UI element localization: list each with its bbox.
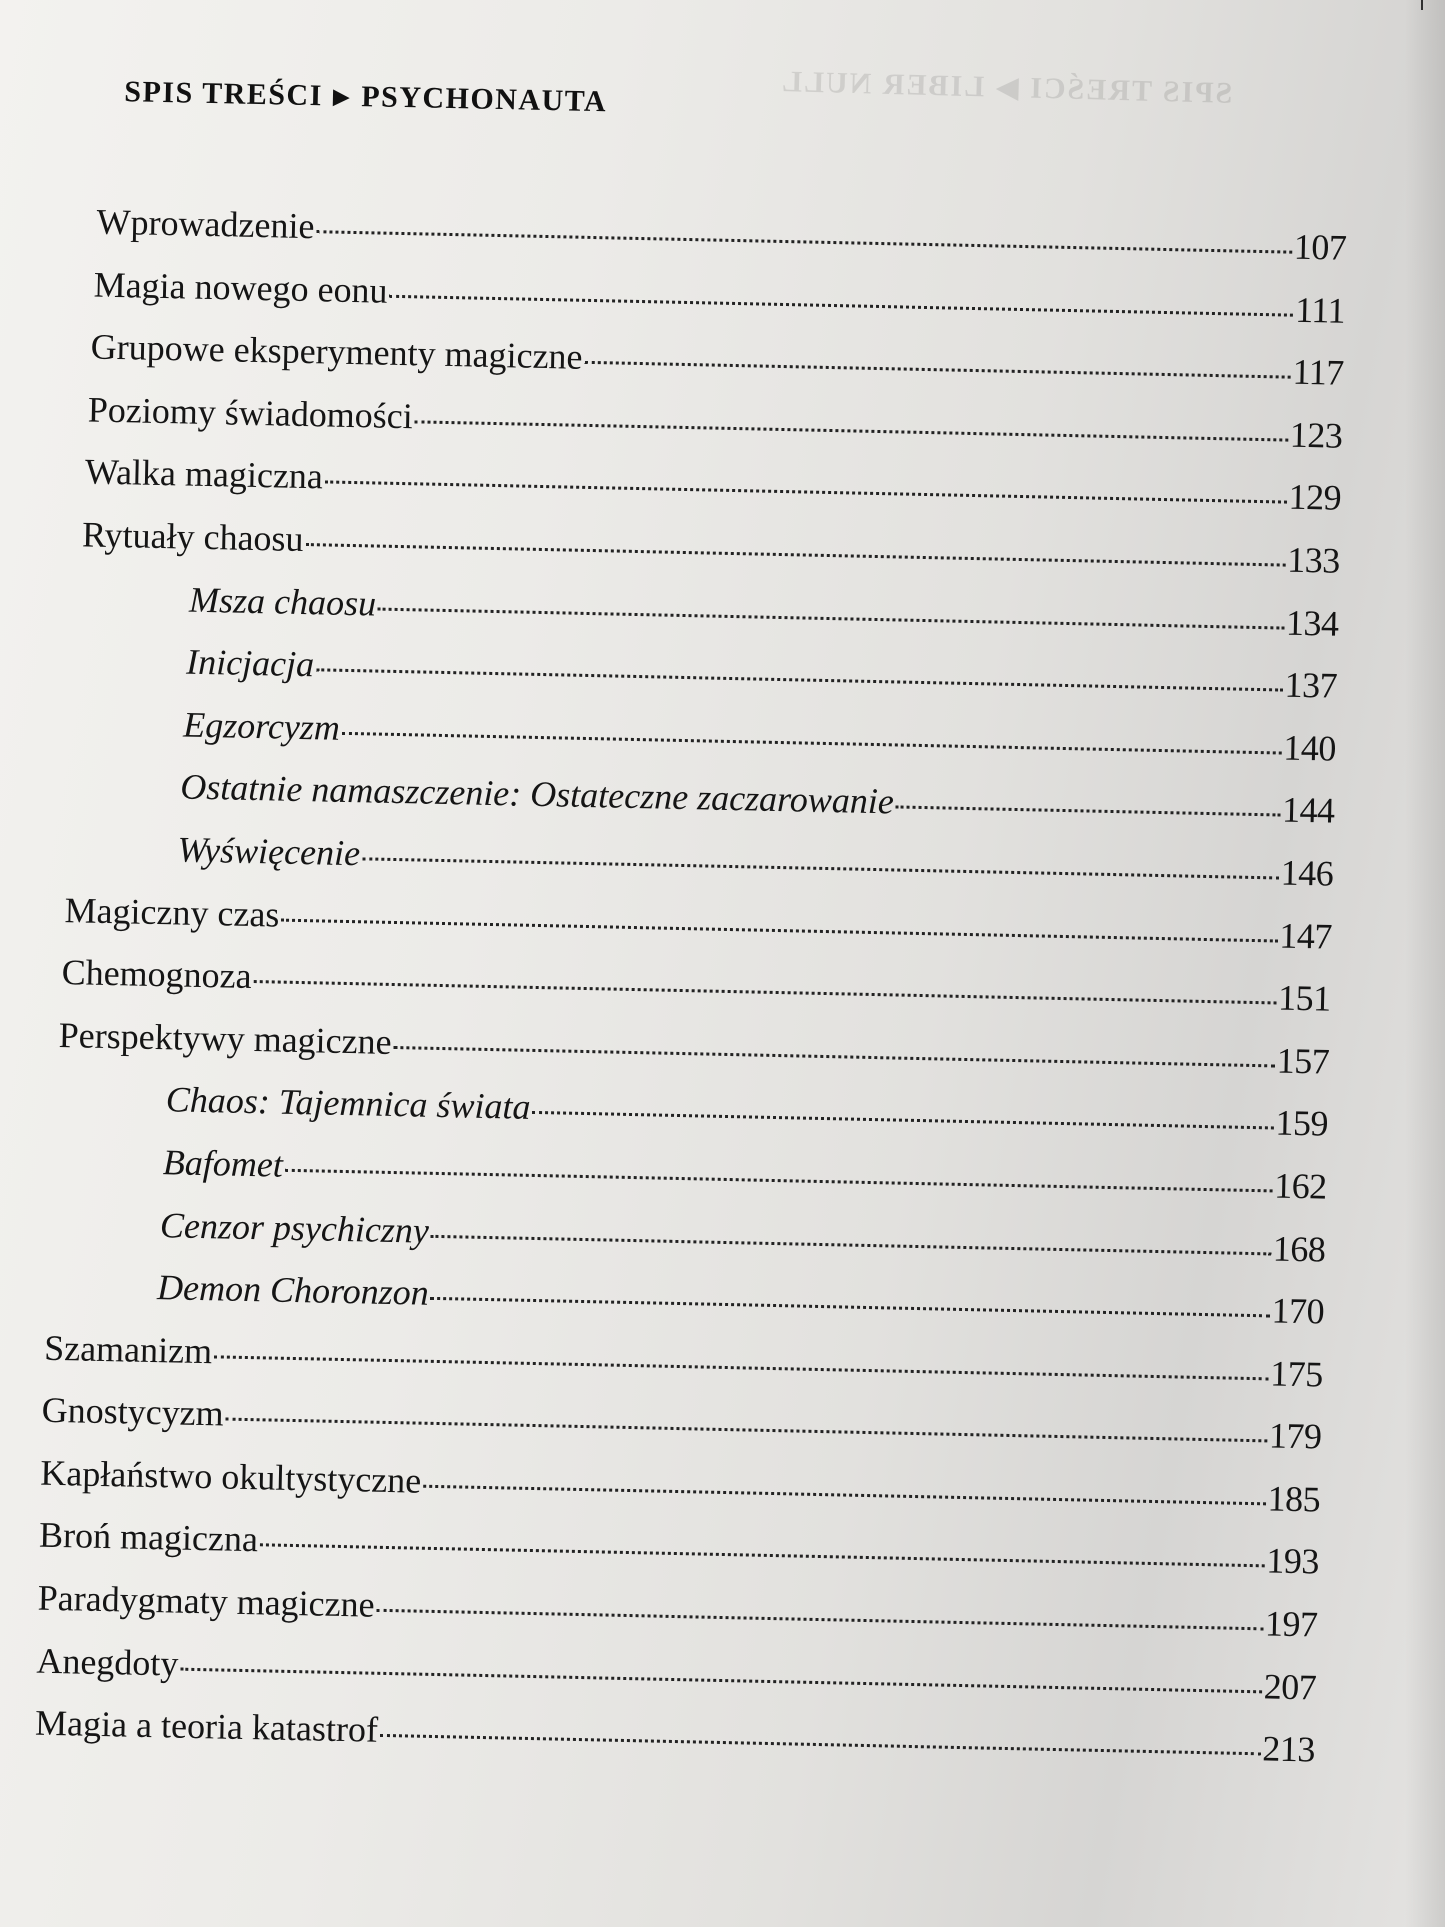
running-head — [124, 75, 608, 119]
toc-page-number: 144 — [1281, 789, 1335, 831]
dot-leader — [362, 857, 1279, 879]
table-of-contents — [34, 200, 1346, 1791]
toc-page-number: 213 — [1261, 1728, 1316, 1770]
dot-leader — [316, 230, 1291, 253]
toc-entry-title: Kapłaństwo okultystyczne — [39, 1452, 422, 1501]
dot-leader — [305, 543, 1285, 567]
dot-leader — [285, 1169, 1272, 1193]
toc-page-number: 140 — [1282, 727, 1337, 769]
toc-entry-title: Rytuały chaosu — [81, 514, 304, 559]
toc-entry-title: Szamanizm — [43, 1327, 213, 1371]
toc-entry-title: Magia nowego eonu — [93, 264, 388, 311]
toc-subentry-title: Inicjacja — [185, 641, 315, 685]
running-head-section: SPIS TREŚCI — [124, 75, 324, 113]
page-content — [32, 60, 1359, 1887]
toc-subentry-title: Chaos: Tajemnica świata — [165, 1079, 531, 1128]
toc-page-number: 137 — [1284, 664, 1338, 706]
dot-leader — [281, 918, 1277, 942]
toc-subentry-title: Cenzor psychiczny — [159, 1204, 430, 1251]
dot-leader — [180, 1667, 1261, 1693]
toc-subentry-title: Ostatnie namaszczenie: Ostateczne zaczarowanie — [179, 766, 895, 822]
toc-subentry-title: Msza chaosu — [188, 579, 377, 624]
toc-entry-title: Paradygmaty magiczne — [37, 1577, 376, 1625]
dot-leader — [316, 668, 1283, 691]
toc-page-number: 117 — [1292, 351, 1345, 393]
dot-leader — [431, 1234, 1271, 1255]
dot-leader — [393, 1046, 1274, 1067]
toc-page-number: 123 — [1289, 414, 1343, 456]
toc-page-number: 146 — [1280, 852, 1334, 894]
dot-leader — [380, 1734, 1261, 1755]
page-edge-mark — [1421, 0, 1423, 10]
toc-entry-title: Perspektywy magiczne — [58, 1014, 393, 1062]
dot-leader — [896, 806, 1280, 817]
dot-leader — [423, 1485, 1265, 1506]
toc-page-number: 157 — [1276, 1040, 1330, 1082]
triangle-arrow-icon: ▶ — [332, 83, 352, 109]
dot-leader — [253, 980, 1276, 1004]
toc-page-number: 107 — [1293, 226, 1347, 268]
dot-leader — [325, 481, 1287, 504]
toc-entry-title: Anegdoty — [36, 1640, 179, 1684]
toc-page-number: 159 — [1275, 1102, 1329, 1144]
toc-page-number: 197 — [1264, 1603, 1318, 1645]
toc-entry-title: Magiczny czas — [64, 889, 280, 935]
toc-page-number: 193 — [1265, 1540, 1320, 1582]
toc-subentry-title: Demon Choronzon — [156, 1267, 430, 1313]
toc-subentry-title: Bafomet — [162, 1142, 284, 1185]
toc-entry-title: Chemognoza — [61, 952, 253, 997]
toc-entry-title: Wprowadzenie — [96, 201, 315, 247]
toc-entry-title: Magia a teoria katastrof — [34, 1702, 379, 1751]
toc-page-number: 129 — [1288, 476, 1342, 519]
running-head-book: PSYCHONAUTA — [360, 80, 608, 119]
dot-leader — [431, 1297, 1270, 1318]
toc-entry-title: Walka magiczna — [84, 451, 324, 497]
dot-leader — [378, 607, 1284, 629]
dot-leader — [532, 1111, 1273, 1130]
dot-leader — [415, 420, 1288, 441]
toc-page-number: 168 — [1272, 1227, 1326, 1270]
toc-subentry-title: Egzorcyzm — [182, 704, 341, 748]
toc-subentry-title: Wyświęcenie — [177, 829, 361, 874]
toc-entry-title: Broń magiczna — [38, 1515, 259, 1560]
toc-page-number: 179 — [1268, 1415, 1322, 1457]
toc-page-number: 133 — [1286, 539, 1341, 581]
dot-leader — [584, 361, 1290, 379]
toc-entry-title: Grupowe eksperymenty magiczne — [90, 326, 583, 377]
toc-page-number: 170 — [1271, 1290, 1325, 1332]
toc-page-number: 111 — [1294, 289, 1346, 331]
toc-page-number: 162 — [1273, 1165, 1328, 1207]
toc-page-number: 175 — [1269, 1353, 1324, 1395]
toc-page-number: 207 — [1263, 1666, 1317, 1708]
toc-page-number: 147 — [1279, 915, 1333, 957]
bleed-through-heading: SPIS TREŚCI ▶ LIBER NULL — [779, 65, 1233, 110]
dot-leader — [342, 732, 1282, 755]
dot-leader — [214, 1355, 1268, 1380]
dot-leader — [226, 1418, 1267, 1443]
toc-page-number: 134 — [1285, 602, 1339, 644]
dot-leader — [376, 1609, 1262, 1631]
toc-page-number: 185 — [1267, 1478, 1321, 1520]
dot-leader — [260, 1544, 1264, 1568]
toc-entry-title: Poziomy świadomości — [87, 389, 414, 437]
toc-page-number: 151 — [1277, 977, 1332, 1019]
dot-leader — [389, 294, 1293, 316]
toc-entry-title: Gnostycyzm — [41, 1389, 225, 1434]
